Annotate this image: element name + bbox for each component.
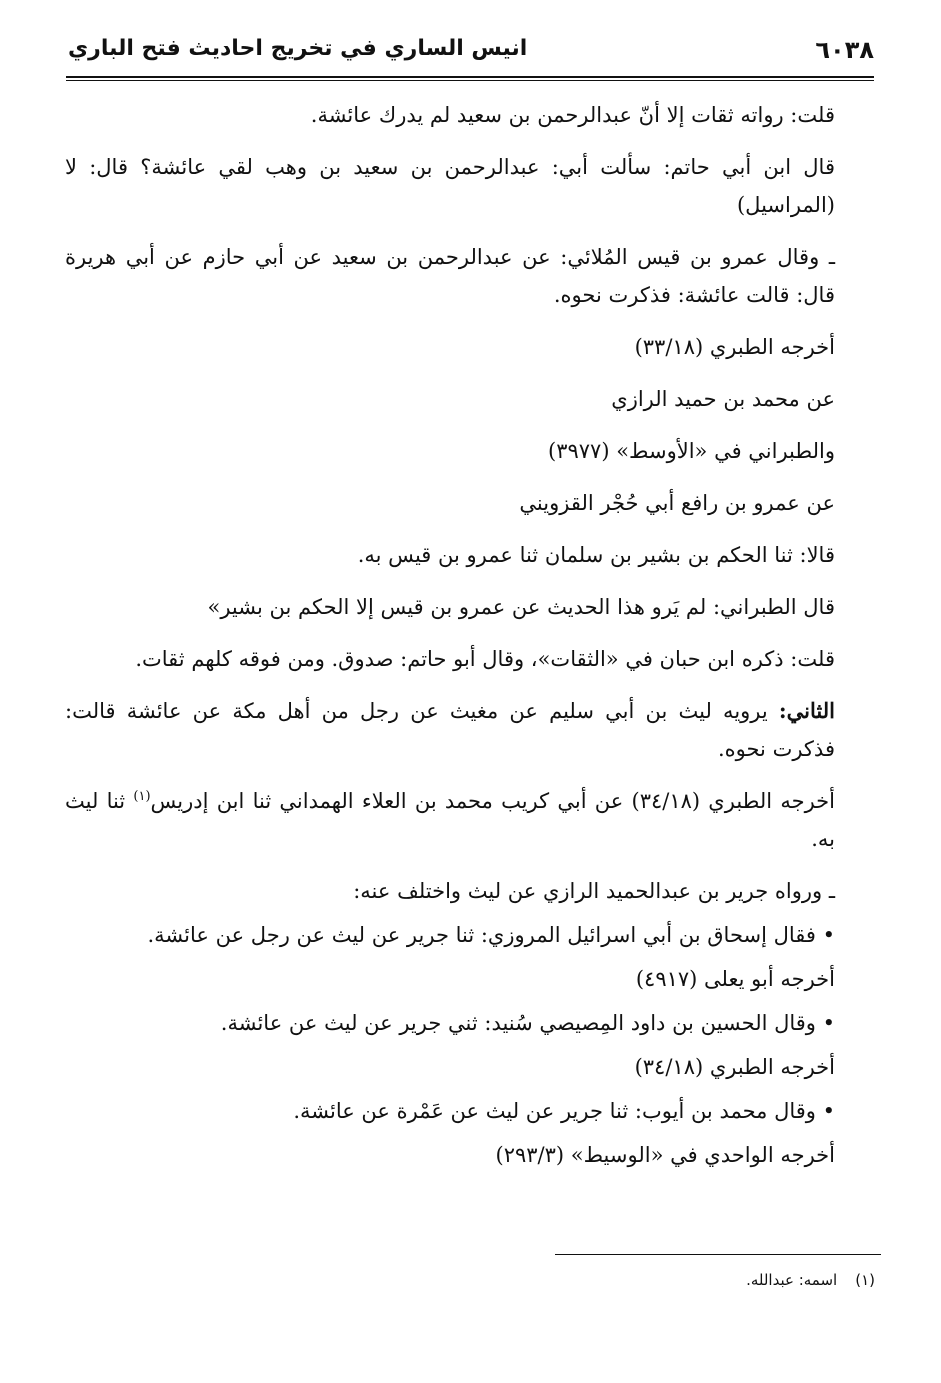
main-text <box>65 96 875 1180</box>
paragraph: أخرجه الواحدي في «الوسيط» (٢٩٣/٣) <box>495 1143 835 1167</box>
book-title: انيس الساري في تخريج احاديث فتح الباري <box>68 36 528 61</box>
paragraph: ـ ورواه جرير بن عبدالحميد الرازي عن ليث واختلف عنه: <box>353 879 835 903</box>
footnote-divider <box>555 1254 881 1255</box>
paragraph: قال الطبراني: لم يَرو هذا الحديث عن عمرو بن قيس إلا الحكم بن بشير» <box>207 595 835 619</box>
paragraph: الثاني: يرويه ليث بن أبي سليم عن مغيث عن رجل من أهل مكة عن عائشة قالت: فذكرت نحوه. <box>65 698 835 761</box>
paragraph: • وقال محمد بن أيوب: ثنا جرير عن ليث عن عَمْرة عن عائشة. <box>293 1099 835 1123</box>
paragraph: أخرجه أبو يعلى (٤٩١٧) <box>635 967 835 991</box>
paragraph: قال ابن أبي حاتم: سألت أبي: عبدالرحمن بن سعيد بن وهب لقي عائشة؟ قال: لا (المراسيل) <box>65 155 835 217</box>
paragraph: قلت: ذكره ابن حبان في «الثقات»، وقال أبو حاتم: صدوق. ومن فوقه كلهم ثقات. <box>135 647 835 671</box>
page-header <box>68 34 874 74</box>
paragraph: ـ وقال عمرو بن قيس المُلائي: عن عبدالرحمن بن سعيد عن أبي حازم عن أبي هريرة قال: قالت عائشة: فذكرت نحوه. <box>65 245 835 307</box>
paragraph: عن محمد بن حميد الرازي <box>611 387 835 411</box>
paragraph: أخرجه الطبري (٣٤/١٨) عن أبي كريب محمد بن العلاء الهمداني ثنا ابن إدريس$^{(١)}$ ثنا ليث به. <box>65 789 835 851</box>
page-number: ٦٠٣٨ <box>815 36 874 64</box>
header-rule <box>66 76 874 78</box>
paragraph: والطبراني في «الأوسط» (٣٩٧٧) <box>548 439 835 463</box>
footnote <box>65 1268 875 1292</box>
paragraph: أخرجه الطبري (٣٤/١٨) <box>634 1055 835 1079</box>
footnote-marker: (١) <box>855 1271 875 1289</box>
paragraph: • وقال الحسين بن داود المِصيصي سُنيد: ثني جرير عن ليث عن عائشة. <box>220 1011 835 1035</box>
header-rule-thin <box>66 80 874 81</box>
paragraph: قالا: ثنا الحكم بن بشير بن سلمان ثنا عمرو بن قيس به. <box>357 543 835 567</box>
paragraph: قلت: رواته ثقات إلا أنّ عبدالرحمن بن سعيد لم يدرك عائشة. <box>310 103 835 127</box>
paragraph: عن عمرو بن رافع أبي حُجْر القزويني <box>519 491 835 515</box>
footnote-text: اسمه: عبدالله. <box>746 1271 838 1289</box>
footnote-reference[interactable]: (١) <box>133 789 151 804</box>
paragraph: أخرجه الطبري (٣٣/١٨) <box>634 335 835 359</box>
paragraph: • فقال إسحاق بن أبي اسرائيل المروزي: ثنا جرير عن ليث عن رجل عن عائشة. <box>147 923 835 947</box>
section-lead: الثاني: <box>778 698 835 723</box>
